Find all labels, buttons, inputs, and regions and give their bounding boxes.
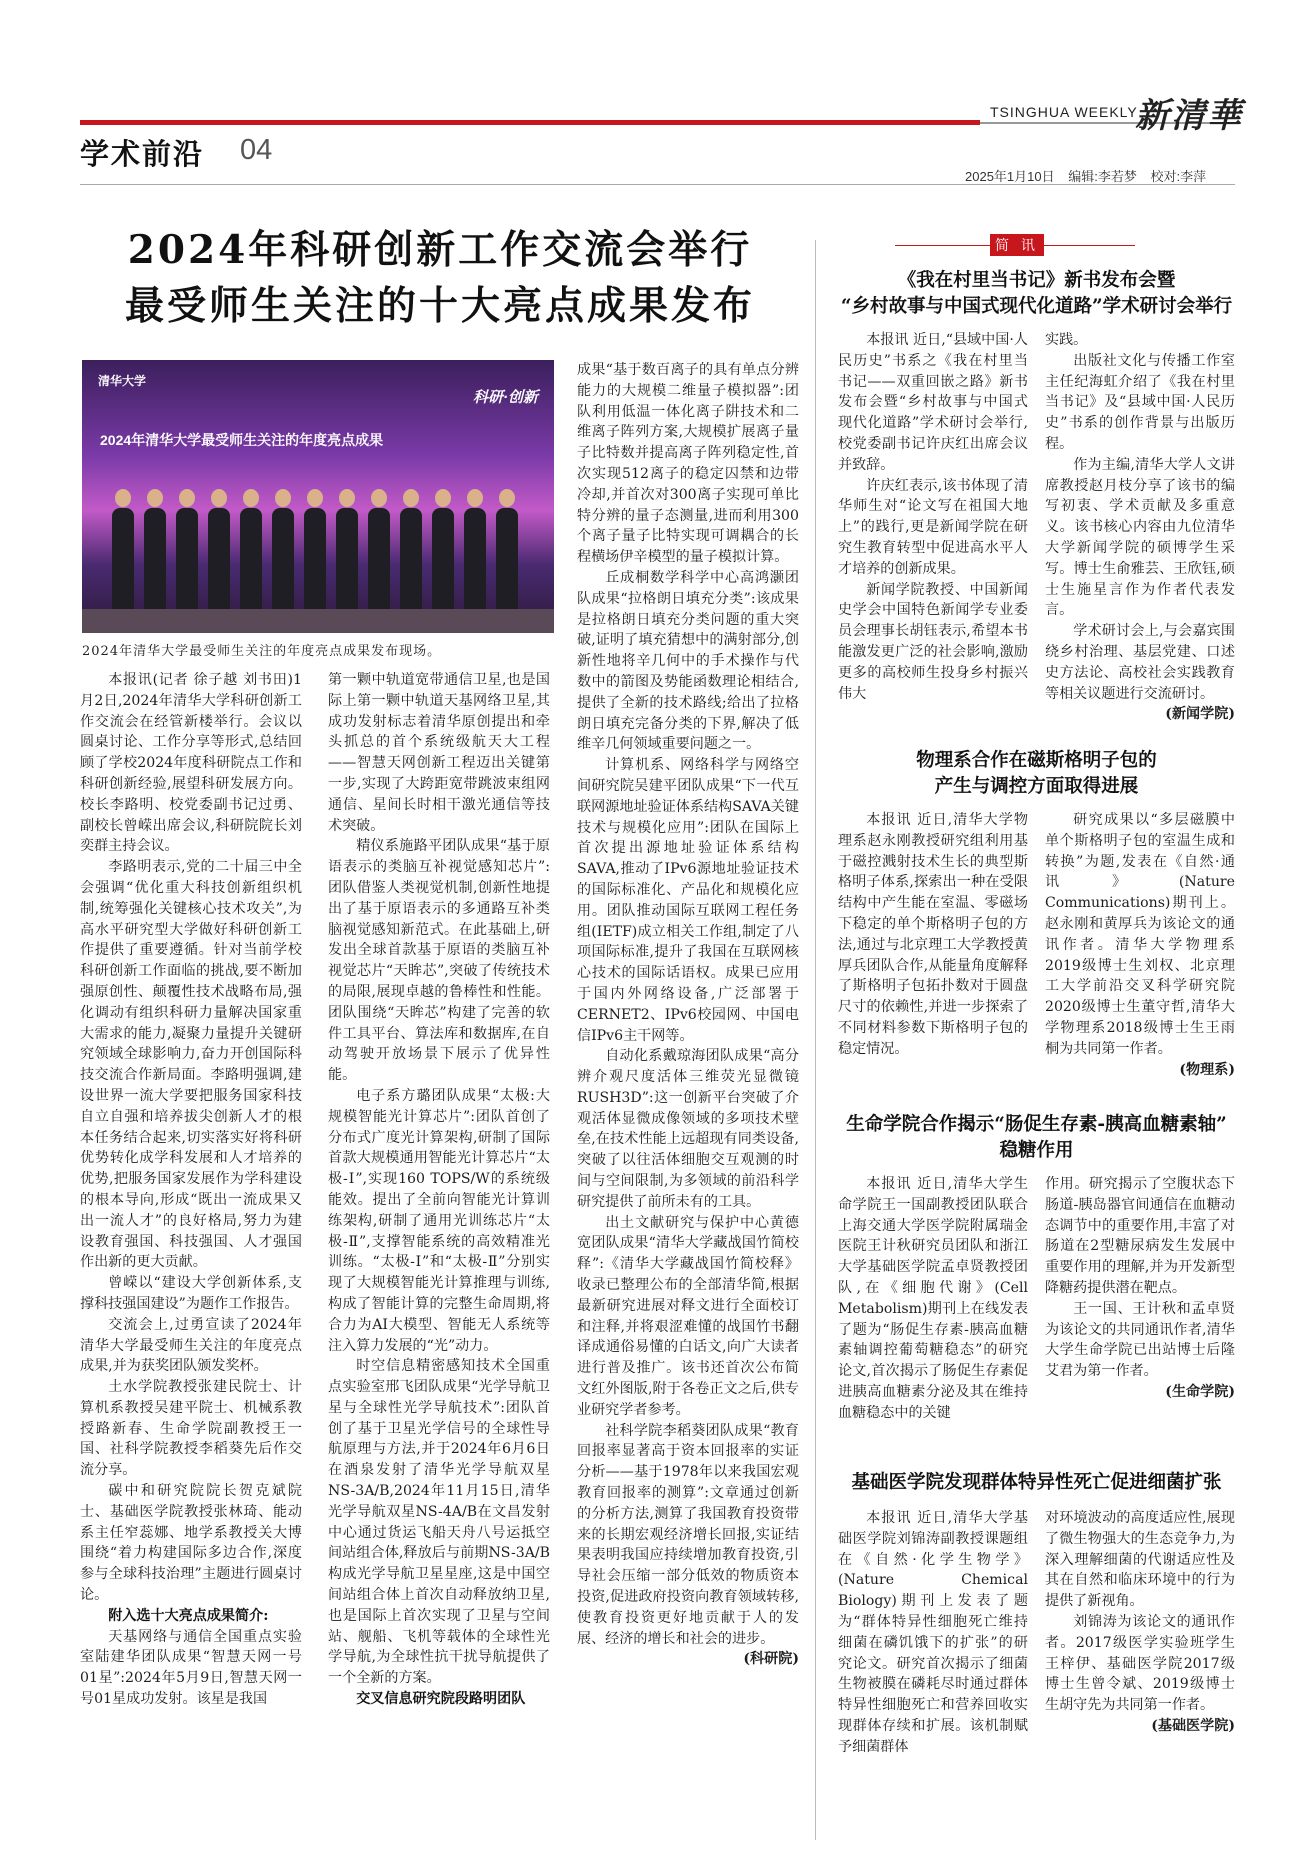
news-right-column <box>1045 330 1235 725</box>
news-source: (新闻学院) <box>1165 706 1235 723</box>
news-left-column <box>838 1508 1028 1758</box>
proofreader: 校对:李萍 <box>1150 169 1207 184</box>
news-paragraph: 本报讯 近日,“县域中国·人民历史”书系之《我在村里当书记——双重回嵌之路》新书发布会暨“乡村故事与中国式现代化道路”学术研讨会举行,校党委副书记许庆红出席会议并致辞。 <box>838 332 1028 473</box>
main-headline-line1: 2024年科研创新工作交流会举行 <box>127 227 753 273</box>
article-paragraph: 李路明表示,党的二十届三中全会强调“优化重大科技创新组织机制,统筹强化关键核心技术攻关”,为高水平研究型大学做好科研创新工作提供了重要遵循。针对当前学校科研创新工作面临的挑战,要不断加强原创性、颠覆性技术战略布局,强化调动有组织科研力量解决国家重大需求的能力,凝聚力量提升关键研究领域全球影响力,奋力开创国际科技交流合作新局面。李路明强调,建设世界一流大学要把服务国家科技自立自强和培养拔尖创新人才的根本任务结合起来,切实落实好将科研优势转化成学科发展和人才培养的优势,把服务国家发展作为学科建设的根本导向,形成“既出一流成果又出一流人才”的良好格局,努力为建设教育强国、科技强国、人才强国作出新的更大贡献。 <box>80 859 302 1271</box>
article-paragraph: 土水学院教授张建民院士、计算机系教授吴建平院士、机械系教授路新春、生命学院副教授王一国、社科学院教授李稻葵先后作交流分享。 <box>80 1379 302 1479</box>
article-paragraph: 电子系方璐团队成果“太极:大规模智能光计算芯片”:团队首创了分布式广度光计算架构,研制了国际首款大规模通用智能光计算芯片“太极-Ⅰ”,实现160 TOPS/W的系统级能效。提出了全前向智能光计算训练架构,研制了通用光训练芯片“太极-Ⅱ”,支撑智能系统的高效精准光训练。“太极-Ⅰ”和“太极-Ⅱ”分别实现了大规模智能光计算推理与训练,构成了智能计算的完整生命周期,将合力为AI大模型、智能无人系统等注入算力发展的“光”动力。 <box>328 1087 550 1354</box>
photo-banner-text: 2024年清华大学最受师生关注的年度亮点成果 <box>100 432 384 448</box>
news-paragraph: 对环境波动的高度适应性,展现了微生物强大的生态竞争力,为深入理解细菌的代谢适应性及其在自然和临床环境中的行为提供了新视角。 <box>1045 1510 1235 1610</box>
news-paragraph: 学术研讨会上,与会嘉宾围绕乡村治理、基层党建、口述史方法论、高校社会实践教育等相关议题进行交流研讨。 <box>1045 623 1235 702</box>
news-paragraph: 刘锦涛为该论文的通讯作者。2017级医学实验班学生王梓伊、基础医学院2017级博士生曾令斌、2019级博士生胡守先为共同第一作者。 <box>1045 1613 1235 1714</box>
photo-brand-text: 清华大学 <box>98 374 147 388</box>
photo-person <box>336 489 358 613</box>
photo-person <box>400 489 422 613</box>
news-source: (基础医学院) <box>1151 1717 1235 1734</box>
photo-event-text: 科研·创新 <box>473 389 538 406</box>
section-title: 学术前沿 <box>80 137 205 171</box>
article-paragraph: 自动化系戴琼海团队成果“高分辨介观尺度活体三维荧光显微镜RUSH3D”:这一创新平台突破了介观活体显微成像领域的多项技术壁垒,在技术性能上远超现有同类设备,突破了以往活体细胞交互观测的时间与空间限制,为多领域的前沿科学研究提供了前所未有的工具。 <box>577 1048 799 1210</box>
news-title <box>838 1112 1235 1164</box>
photo-person <box>304 489 326 613</box>
news-right-column <box>1045 810 1235 1080</box>
news-title-line: 物理系合作在磁斯格明子包的 <box>916 750 1157 771</box>
article-paragraph: 成果“基于数百离子的具有单点分辨能力的大规模二维量子模拟器”:团队利用低温一体化离子阱技术和二维离子阵列方案,大规模扩展离子量子比特数并提高离子阵列稳定性,首次实现512离子的稳定囚禁和边带冷却,并首次对300离子实现可单比特分辨的量子态测量,进而利用300个离子量子比特实现可调耦合的长程横场伊辛模型的量子模拟计算。 <box>577 362 799 566</box>
news-title <box>838 268 1235 320</box>
article-paragraph: 交叉信息研究院段路明团队 <box>356 1691 526 1708</box>
news-source: (物理系) <box>1179 1061 1235 1078</box>
article-column-3 <box>577 360 799 1670</box>
news-title <box>838 748 1235 800</box>
news-paragraph: 许庆红表示,该书体现了清华师生对“论文写在祖国大地上”的践行,更是新闻学院在研究生教育转型中促进高水平人才培养的创新成果。 <box>838 477 1028 577</box>
event-photo <box>82 360 554 633</box>
news-right-column <box>1045 1508 1235 1737</box>
news-right-column <box>1045 1174 1235 1403</box>
news-paragraph: 研究成果以“多层磁膜中单个斯格明子包的室温生成和转换”为题,发表在《自然·通讯》(Nature Communications)期刊上。赵永刚和黄厚兵为该论文的通讯作者。清华大学物理系2019级博士生刘权、北京理工大学前沿交叉科学研究院2020级博士生董守哲,清华大学物理系2018级博士生王雨桐为共同第一作者。 <box>1045 812 1235 1057</box>
photo-person <box>368 489 390 613</box>
article-paragraph: 丘成桐数学科学中心高鸿灏团队成果“拉格朗日填充分类”:该成果是拉格朗日填充分类问题的重大突破,证明了填充猜想中的满射部分,创新性地将辛几何中的手术操作与代数中的箭图及势能函数理论相结合,提供了全新的技术路线;给出了拉格朗日填充完备分类的下界,解决了低维辛几何领域重要问题之一。 <box>577 569 799 753</box>
news-source: (生命学院) <box>1165 1383 1235 1400</box>
news-left-column <box>838 810 1028 1060</box>
page-number: 04 <box>240 134 273 166</box>
news-title-line: 产生与调控方面取得进展 <box>934 776 1139 797</box>
news-title-line: 基础医学院发现群体特异性死亡促进细菌扩张 <box>851 1472 1222 1493</box>
news-title-line: “乡村故事与中国式现代化道路”学术研讨会举行 <box>840 296 1233 317</box>
article-paragraph: 计算机系、网络科学与网络空间研究院吴建平团队成果“下一代互联网源地址验证体系结构SAVA关键技术与规模化应用”:团队在国际上首次提出源地址验证体系结构SAVA,推动了IPv6源地址验证技术的国际标准化、产品化和规模化应用。团队推动国际互联网工程任务组(IETF)成立相关工作组,制定了八项国际标准,提升了我国在互联网核心技术的国际话语权。成果已应用于国内外网络设备,广泛部署于CERNET2、IPv6校园网、中国电信IPv6主干网等。 <box>577 757 799 1044</box>
article-paragraph: 出土文献研究与保护中心黄德宽团队成果“清华大学藏战国竹简校释”:《清华大学藏战国竹简校释》收录已整理公布的全部清华简,根据最新研究进展对释文进行全面校订和注释,并将艰涩难懂的战国竹书翻译成通俗易懂的白话文,向广大读者进行普及推广。该书还首次公布简文红外图版,附于各卷正文之后,供专业研究学者参考。 <box>577 1214 799 1418</box>
news-paragraph: 本报讯 近日,清华大学生命学院王一国副教授团队联合上海交通大学医学院附属瑞金医院王计秋研究员团队和浙江大学基础医学院孟卓贤教授团队,在《细胞代谢》(Cell Metabolism)期刊上在线发表了题为“肠促生存素-胰高血糖素轴调控葡萄糖稳态”的研究论文,首次揭示了肠促生存素促进胰高血糖素分泌及其在维持血糖稳态中的关键 <box>838 1176 1028 1421</box>
paper-name-english: TSINGHUA WEEKLY <box>990 104 1138 120</box>
article-paragraph: 交流会上,过勇宣读了2024年清华大学最受师生关注的年度亮点成果,并为获奖团队颁发奖杯。 <box>80 1316 302 1375</box>
editor: 编辑:李若梦 <box>1068 169 1137 184</box>
article-paragraph: 社科学院李稻葵团队成果“教育回报率显著高于资本回报率的实证分析——基于1978年以来我国宏观教育回报率的测算”:文章通过创新的分析方法,测算了我国教育投资带来的长期宏观经济增长回报,实证结果表明我国应持续增加教育投资,引导社会压缩一部分低效的物质资本投资,促进政府投资向教育领域转移,使教育投资更好地贡献于人的发展、经济的增长和社会的进步。 <box>577 1422 799 1647</box>
photo-person <box>496 489 518 613</box>
photo-person <box>144 489 166 613</box>
header-red-rule <box>80 120 980 125</box>
issue-meta <box>965 166 1216 185</box>
news-title-line: 生命学院合作揭示“肠促生存素-胰高血糖素轴” <box>846 1114 1227 1135</box>
issue-date: 2025年1月10日 <box>965 169 1055 184</box>
photo-person <box>272 489 294 613</box>
article-source: (科研院) <box>743 1651 799 1668</box>
article-paragraph: 精仪系施路平团队成果“基于原语表示的类脑互补视觉感知芯片”:团队借鉴人类视觉机制,创新性地提出了基于原语表示的多通路互补类脑视觉感知新范式。在此基础上,研发出全球首款基于原语的类脑互补视觉芯片“天眸芯”,突破了传统技术的局限,展现卓越的鲁棒性和性能。团队围绕“天眸芯”构建了完善的软件工具平台、算法库和数据库,在自动驾驶开放场景下展示了优异性能。 <box>328 838 550 1084</box>
news-paragraph: 新闻学院教授、中国新闻史学会中国特色新闻学专业委员会理事长胡钰表示,希望本书能激发更广泛的社会影响,激励更多的高校师生投身乡村振兴伟大 <box>838 581 1028 702</box>
article-paragraph: 时空信息精密感知技术全国重点实验室邢飞团队成果“光学导航卫星与全球性光学导航技术”:团队首创了基于卫星光学信号的全球性导航原理与方法,并于2024年6月6日在酒泉发射了清华光学导航双星NS-3A/B,2024年11月15日,清华光学导航双星NS-4A/B在文昌发射中心通过货运飞船天舟八号运抵空间站组合体,释放后与前期NS-3A/B构成光学导航卫星星座,这是中国空间站组合体上首次自动释放纳卫星,也是国际上首次实现了卫星与空间站、舰船、飞机等载体的全球性光学导航,为全球性抗干扰导航提供了一个全新的方案。 <box>328 1358 550 1687</box>
news-title <box>838 1470 1235 1496</box>
article-subheading: 附入选十大亮点成果简介: <box>108 1607 269 1624</box>
news-paragraph: 作用。研究揭示了空腹状态下肠道-胰岛器官间通信在血糖动态调节中的重要作用,丰富了对肠道在2型糖尿病发生发展中重要作用的理解,并为开发新型降糖药提供潜在靶点。 <box>1045 1176 1235 1296</box>
main-headline <box>80 222 800 334</box>
news-paragraph: 王一国、王计秋和孟卓贤为该论文的共同通讯作者,清华大学生命学院已出站博士后隆艾君为第一作者。 <box>1045 1300 1235 1380</box>
photo-person <box>432 489 454 613</box>
news-paragraph: 实践。 <box>1045 332 1088 348</box>
photo-person <box>176 489 198 613</box>
news-paragraph: 出版社文化与传播工作室主任纪海虹介绍了《我在村里当书记》及“县域中国·人民历史”书系的创作背景与出版历程。 <box>1045 352 1235 452</box>
article-paragraph: 曾嵘以“建设大学创新体系,支撑科技强国建设”为题作工作报告。 <box>80 1275 302 1312</box>
photo-person <box>208 489 230 613</box>
column-divider <box>815 240 816 1840</box>
news-title-line: 稳糖作用 <box>999 1140 1074 1161</box>
news-brief-badge: 简 讯 <box>990 234 1044 256</box>
article-paragraph: 碳中和研究院院长贺克斌院士、基础医学院教授张林琦、能动系主任窄蕊娜、地学系教授关大博围绕“着力构建国际多边合作,深度参与全球科技治理”主题进行圆桌讨论。 <box>80 1483 302 1604</box>
article-paragraph: 本报讯(记者 徐子越 刘书田)1月2日,2024年清华大学科研创新工作交流会在经管新楼举行。会议以圆桌讨论、工作分享等形式,总结回顾了学校2024年度科研院点工作和科研创新经验,展望科研发展方向。校长李路明、校党委副书记过勇、副校长曾嵘出席会议,科研院院长刘奕群主持会议。 <box>80 672 302 855</box>
photo-floor <box>82 609 554 633</box>
paper-logo: 新清華 <box>1135 96 1243 136</box>
article-paragraph: 天基网络与通信全国重点实验室陆建华团队成果“智慧天网一号01星”:2024年5月9日,智慧天网一号01星成功发射。该星是我国 <box>80 1628 302 1708</box>
main-headline-line2: 最受师生关注的十大亮点成果发布 <box>124 283 755 329</box>
photo-person <box>240 489 262 613</box>
news-title-line: 《我在村里当书记》新书发布会暨 <box>897 270 1176 291</box>
article-paragraph: 第一颗中轨道宽带通信卫星,也是国际上第一颗中轨道天基网络卫星,其成功发射标志着清华原创提出和牵头抓总的首个系统级航天大工程——智慧天网创新工程迈出关键第一步,实现了大跨距宽带跳波束组网通信、星间长时相干激光通信等技术突破。 <box>328 672 550 834</box>
news-paragraph: 本报讯 近日,清华大学物理系赵永刚教授研究组利用基于磁控溅射技术生长的典型斯格明子体系,探索出一种在受限结构中产生能在室温、零磁场下稳定的单个斯格明子包的方法,通过与北京理工大学教授黄厚兵团队合作,从能量角度解释了斯格明子包拓扑数对于圆盘尺寸的依赖性,并进一步探索了不同材料参数下斯格明子包的稳定情况。 <box>838 812 1028 1057</box>
photo-caption: 2024年清华大学最受师生关注的年度亮点成果发布现场。 <box>82 644 442 659</box>
header-divider <box>80 184 1235 185</box>
article-column-1 <box>80 670 302 1710</box>
news-left-column <box>838 1174 1028 1424</box>
photo-person <box>112 489 134 613</box>
news-paragraph: 作为主编,清华大学人文讲席教授赵月枝分享了该书的编写初衷、学术贡献及多重意义。该书核心内容由九位清华大学新闻学院的硕博学生采写。博士生俞雅芸、王欣钰,硕士生施星言作为作者代表发言。 <box>1045 456 1235 619</box>
news-left-column <box>838 330 1028 704</box>
photo-person <box>464 489 486 613</box>
article-column-2 <box>328 670 550 1710</box>
news-paragraph: 本报讯 近日,清华大学基础医学院刘锦涛副教授课题组在《自然·化学生物学》(Nature Chemical Biology)期刊上发表了题为“群体特异性细胞死亡维持细菌在磷饥饿下的扩张”的研究论文。研究首次揭示了细菌生物被膜在磷耗尽时通过群体特异性细胞死亡和营养回收实现群体存续和扩展。该机制赋予细菌群体 <box>838 1510 1028 1755</box>
